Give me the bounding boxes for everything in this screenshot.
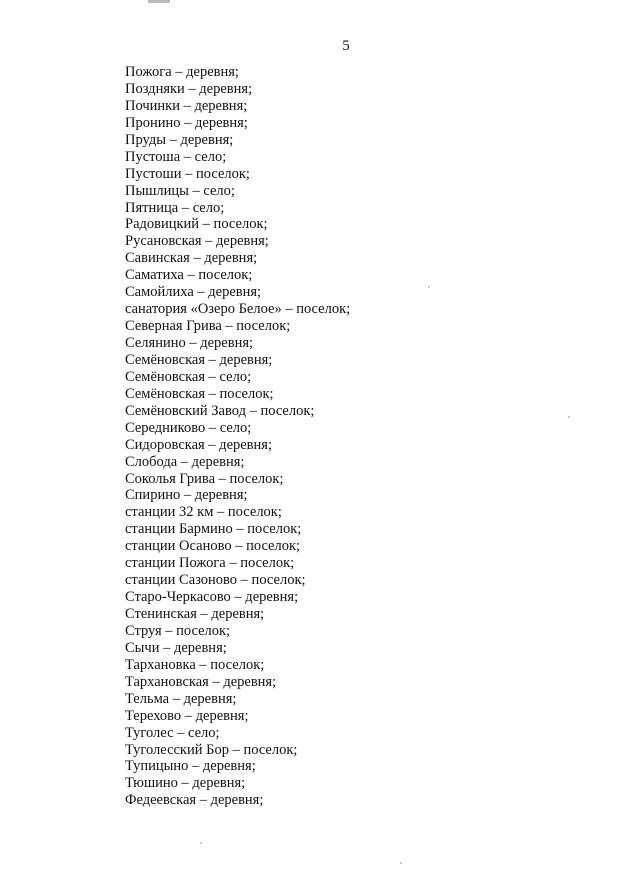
scan-speck bbox=[568, 416, 570, 418]
settlement-item: Селянино – деревня; bbox=[125, 335, 254, 351]
settlement-item: станции Пожога – поселок; bbox=[125, 555, 295, 572]
settlement-item: Семёновская – поселок; bbox=[125, 385, 274, 402]
settlement-item: Федеевская – деревня; bbox=[125, 792, 264, 809]
settlement-item: Пожога – деревня; bbox=[125, 64, 239, 80]
settlement-item: Тархановская – деревня; bbox=[125, 673, 277, 690]
settlement-item: станции Осаново – поселок; bbox=[125, 538, 301, 555]
settlement-item: Тюшино – деревня; bbox=[125, 775, 246, 792]
settlement-item: Семёновская – село; bbox=[125, 368, 252, 385]
page-number: 5 bbox=[342, 38, 350, 54]
settlement-item: Сычи – деревня; bbox=[125, 639, 227, 656]
settlement-item: Тупицыно – деревня; bbox=[125, 758, 256, 775]
settlement-item: Пустоша – село; bbox=[125, 148, 227, 165]
settlement-list bbox=[125, 64, 350, 809]
settlement-item: Самойлиха – деревня; bbox=[125, 284, 262, 301]
settlement-item: станции Бармино – поселок; bbox=[125, 521, 302, 538]
settlement-item: Сидоровская – деревня; bbox=[125, 436, 272, 453]
scan-speck bbox=[200, 842, 202, 844]
settlement-item: Пятница – село; bbox=[125, 199, 225, 216]
settlement-item: Терехово – деревня; bbox=[125, 707, 249, 724]
settlement-item: Саматиха – поселок; bbox=[125, 267, 253, 284]
settlement-item: Семёновский Завод – поселок; bbox=[125, 402, 315, 419]
settlement-item: Туголесский Бор – поселок; bbox=[125, 741, 298, 758]
settlement-item: станции 32 км – поселок; bbox=[125, 504, 282, 521]
scan-artifact-mark bbox=[148, 0, 170, 3]
settlement-item: Пустоши – поселок; bbox=[125, 165, 250, 182]
settlement-item: станции Сазоново – поселок; bbox=[125, 572, 306, 589]
settlement-item: Спирино – деревня; bbox=[125, 487, 248, 504]
settlement-item: Струя – поселок; bbox=[125, 622, 231, 639]
settlement-item: Русановская – деревня; bbox=[125, 233, 269, 250]
settlement-item: Стенинская – деревня; bbox=[125, 606, 265, 622]
settlement-item: Слобода – деревня; bbox=[125, 453, 245, 470]
settlement-item: Туголес – село; bbox=[125, 724, 220, 741]
settlement-item: Пронино – деревня; bbox=[125, 114, 248, 131]
settlement-item: Северная Грива – поселок; bbox=[125, 318, 291, 335]
settlement-item: Середниково – село; bbox=[125, 419, 252, 436]
settlement-item: Поздняки – деревня; bbox=[125, 80, 253, 97]
scan-speck bbox=[400, 862, 402, 864]
settlement-item: Тархановка – поселок; bbox=[125, 656, 265, 673]
settlement-item: санатория «Озеро Белое» – поселок; bbox=[125, 301, 351, 318]
settlement-item: Пруды – деревня; bbox=[125, 131, 234, 148]
settlement-item: Савинская – деревня; bbox=[125, 250, 258, 267]
settlement-item: Старо-Черкасово – деревня; bbox=[125, 589, 299, 606]
settlement-item: Починки – деревня; bbox=[125, 97, 248, 114]
scan-speck bbox=[428, 286, 430, 288]
settlement-item: Семёновская – деревня; bbox=[125, 351, 273, 368]
settlement-item: Пышлицы – село; bbox=[125, 182, 235, 199]
settlement-item: Соколья Грива – поселок; bbox=[125, 470, 284, 487]
settlement-item: Радовицкий – поселок; bbox=[125, 216, 268, 233]
settlement-item: Тельма – деревня; bbox=[125, 690, 237, 707]
